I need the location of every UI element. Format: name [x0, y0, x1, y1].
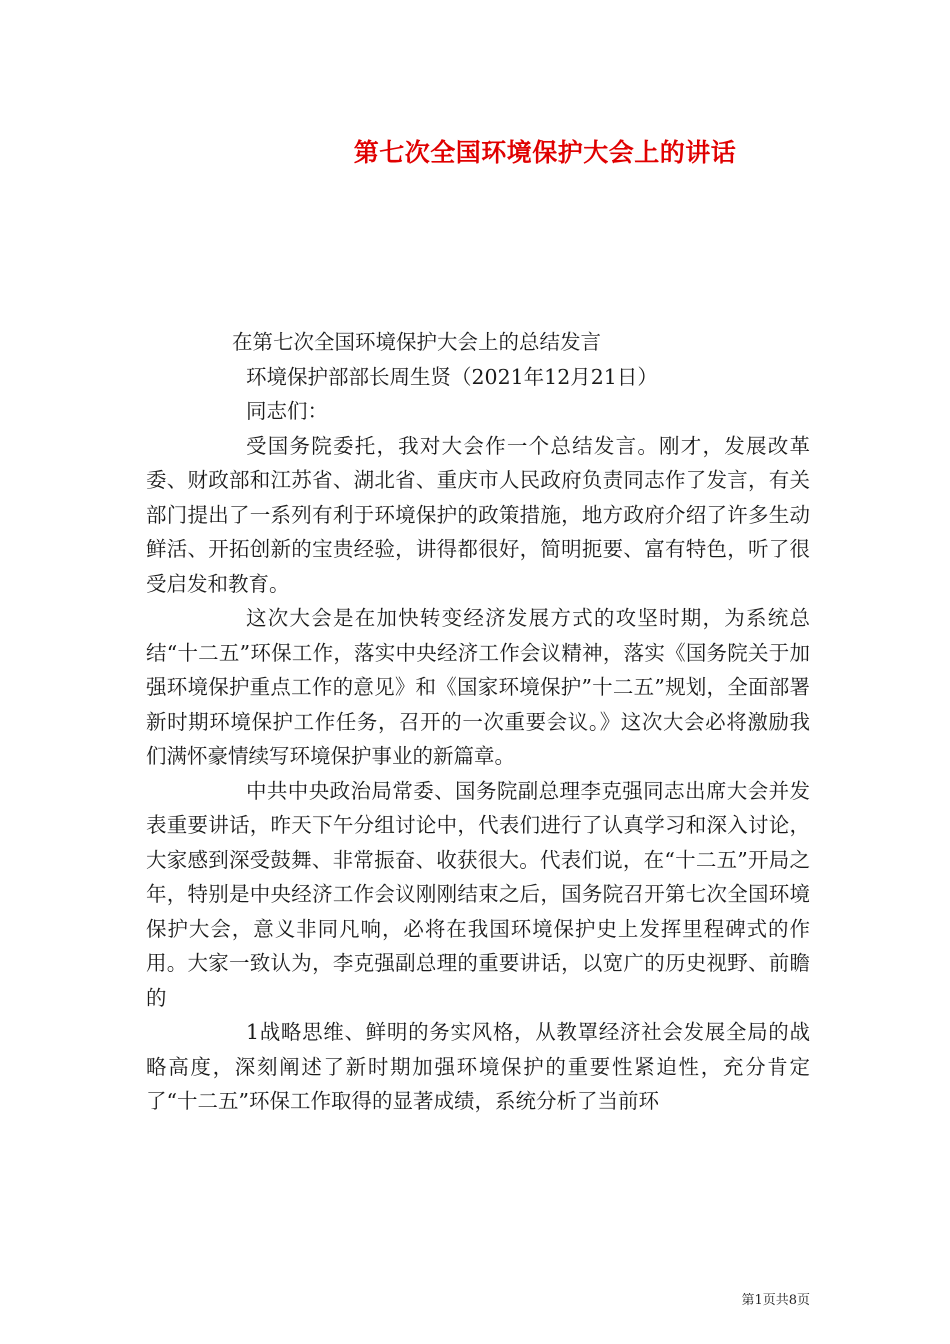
- speech-byline: 环境保护部部长周生贤（2021年12月21日）: [246, 364, 658, 389]
- document-title: 第七次全国环境保护大会上的讲话: [353, 138, 737, 167]
- paragraph-3: 中共中央政治局常委、国务院副总理李克强同志出席大会并发表重要讲话，昨天下午分组讨论中，代表们进行了认真学习和深入讨论，大家感到深受鼓舞、非常振奋、收获很大。代表们说，在“十二五”开局之年，特别是中央经济工作会议刚刚结束之后，国务院召开第七次全国环境保护大会，意义非同凡响，必将在我国环境保护史上发挥里程碑式的作用。大家一致认为，李克强副总理的重要讲话，以宽广的历史视野、前瞻的: [146, 778, 810, 1010]
- document-body: [146, 325, 810, 1119]
- salutation: 同志们：: [246, 399, 328, 423]
- paragraph-2: 这次大会是在加快转变经济发展方式的攻坚时期，为系统总结“十二五”环保工作，落实中央经济工作会议精神，落实《国务院关于加强环境保护重点工作的意见》和《国家环境保护”十二五”规划，全面部署新时期环境保护工作任务，召开的一次重要会议。》这次大会必将激励我们满怀豪情续写环境保护事业的新篇章。: [146, 606, 810, 768]
- paragraph-4: 1战略思维、鲜明的务实风格，从教罩经济社会发展全局的战略高度，深刻阐述了新时期加强环境保护的重要性紧迫性，充分肯定了“十二五”环保工作取得的显著成绩，系统分析了当前环: [146, 1020, 810, 1113]
- speech-heading: 在第七次全国环境保护大会上的总结发言: [232, 330, 601, 354]
- paragraph-1: 受国务院委托，我对大会作一个总结发言。刚才，发展改革委、财政部和江苏省、湖北省、重庆市人民政府负责同志作了发言，有关部门提出了一系列有利于环境保护的政策措施，地方政府介绍了许多生动鲜活、开拓创新的宝贵经验，讲得都很好，简明扼要、富有特色，听了很受启发和教育。: [146, 433, 810, 596]
- page-number: 第1页共8页: [741, 1293, 810, 1308]
